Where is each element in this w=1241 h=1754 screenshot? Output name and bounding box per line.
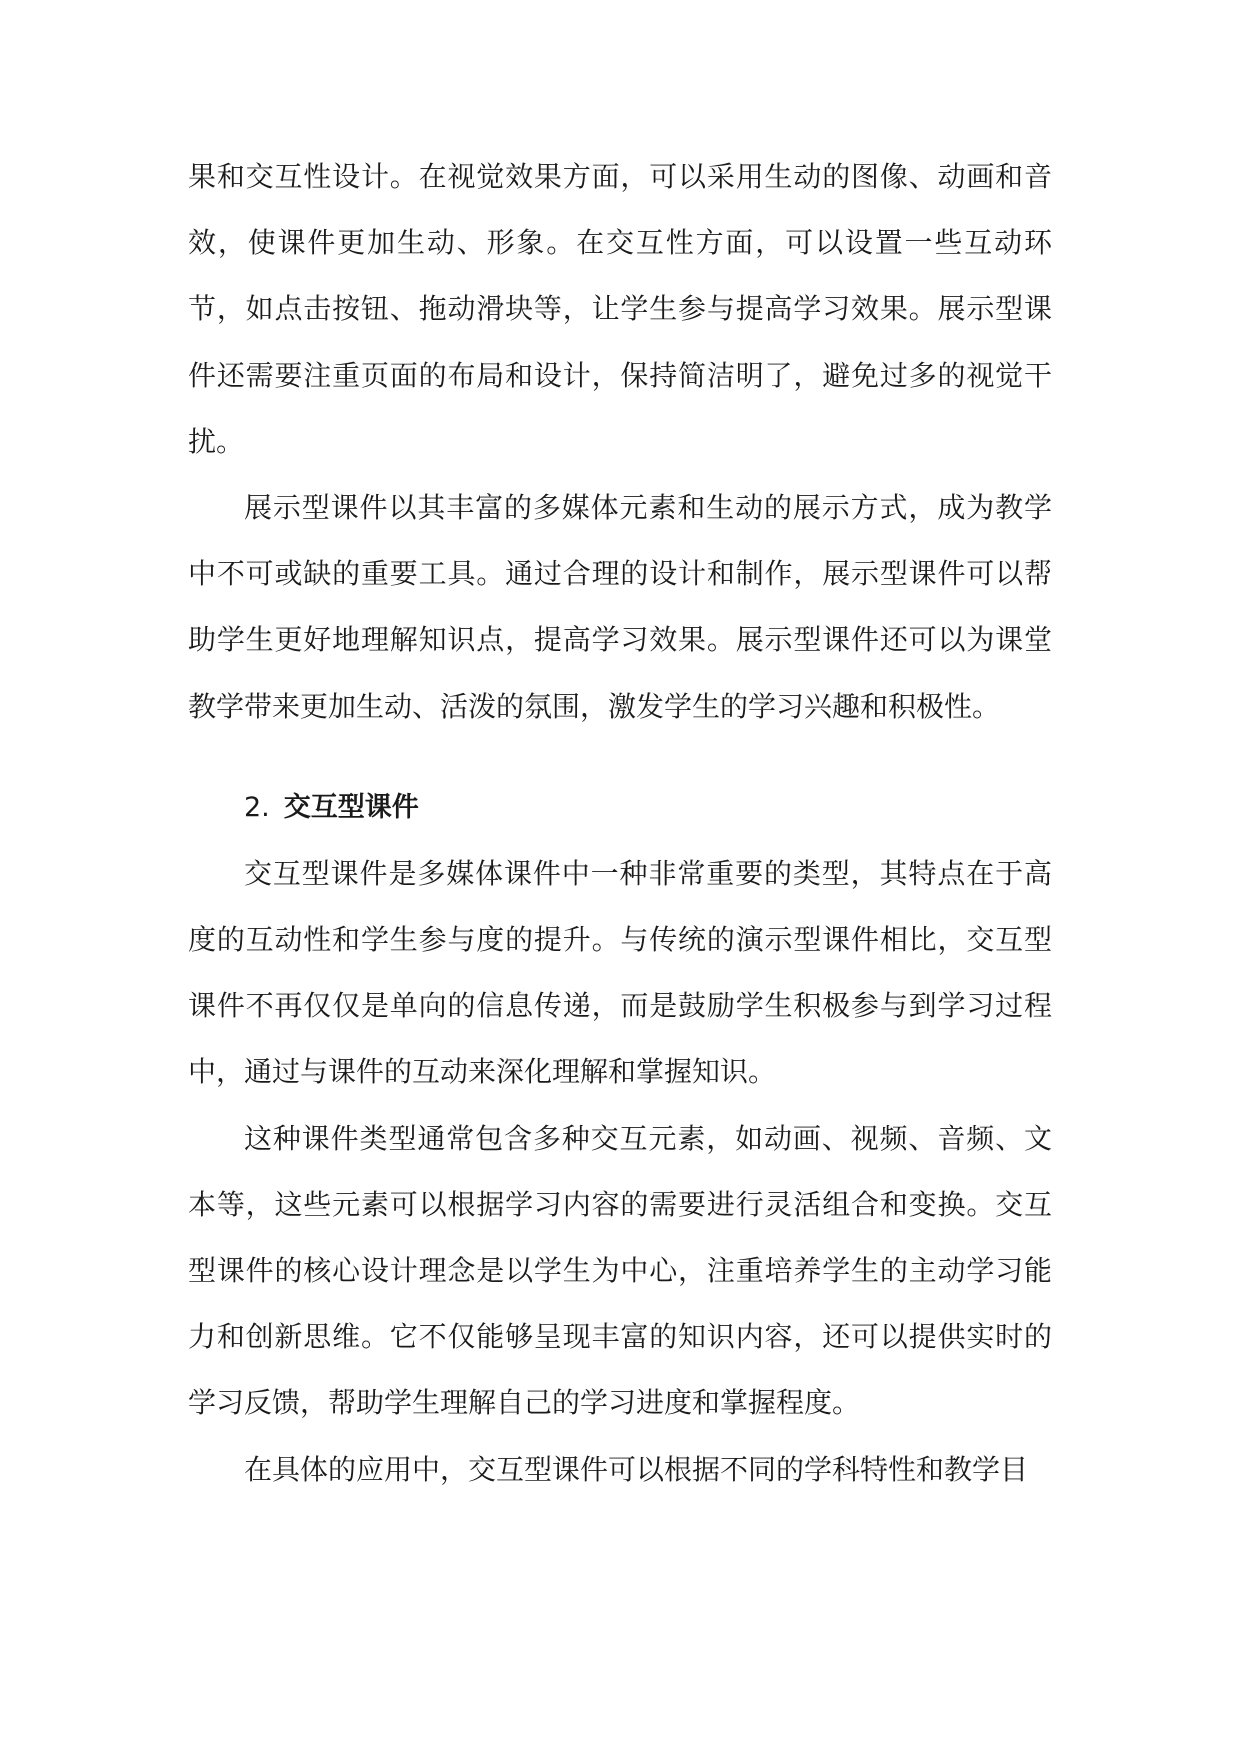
section-number: 2. <box>244 791 270 823</box>
paragraph-intro: 交互型课件是多媒体课件中一种非常重要的类型，其特点在于高度的互动性和学生参与度的提升。与传统的演示型课件相比，交互型课件不再仅仅是单向的信息传递，而是鼓励学生积极参与到学习过程中，通过与课件的互动来深化理解和掌握知识。 <box>188 856 1052 1089</box>
paragraph-continued: 果和交互性设计。在视觉效果方面，可以采用生动的图像、动画和音效，使课件更加生动、形象。在交互性方面，可以设置一些互动环节，如点击按钮、拖动滑块等，让学生参与提高学习效果。展示型课件还需要注重页面的布局和设计，保持简洁明了，避免过多的视觉干扰。 <box>188 160 1052 458</box>
section-heading <box>188 775 1052 841</box>
document-body <box>188 144 1052 1503</box>
paragraph-elements: 这种课件类型通常包含多种交互元素，如动画、视频、音频、文本等，这些元素可以根据学习内容的需要进行灵活组合和变换。交互型课件的核心设计理念是以学生为中心，注重培养学生的主动学习能力和创新思维。它不仅能够呈现丰富的知识内容，还可以提供实时的学习反馈，帮助学生理解自己的学习进度和掌握程度。 <box>188 1121 1052 1420</box>
section-title: 交互型课件 <box>283 791 419 823</box>
paragraph-application: 在具体的应用中，交互型课件可以根据不同的学科特性和教学目 <box>244 1452 1029 1486</box>
paragraph-summary: 展示型课件以其丰富的多媒体元素和生动的展示方式，成为教学中不可或缺的重要工具。通过合理的设计和制作，展示型课件可以帮助学生更好地理解知识点，提高学习效果。展示型课件还可以为课堂教学带来更加生动、活泼的氛围，激发学生的学习兴趣和积极性。 <box>188 491 1052 723</box>
